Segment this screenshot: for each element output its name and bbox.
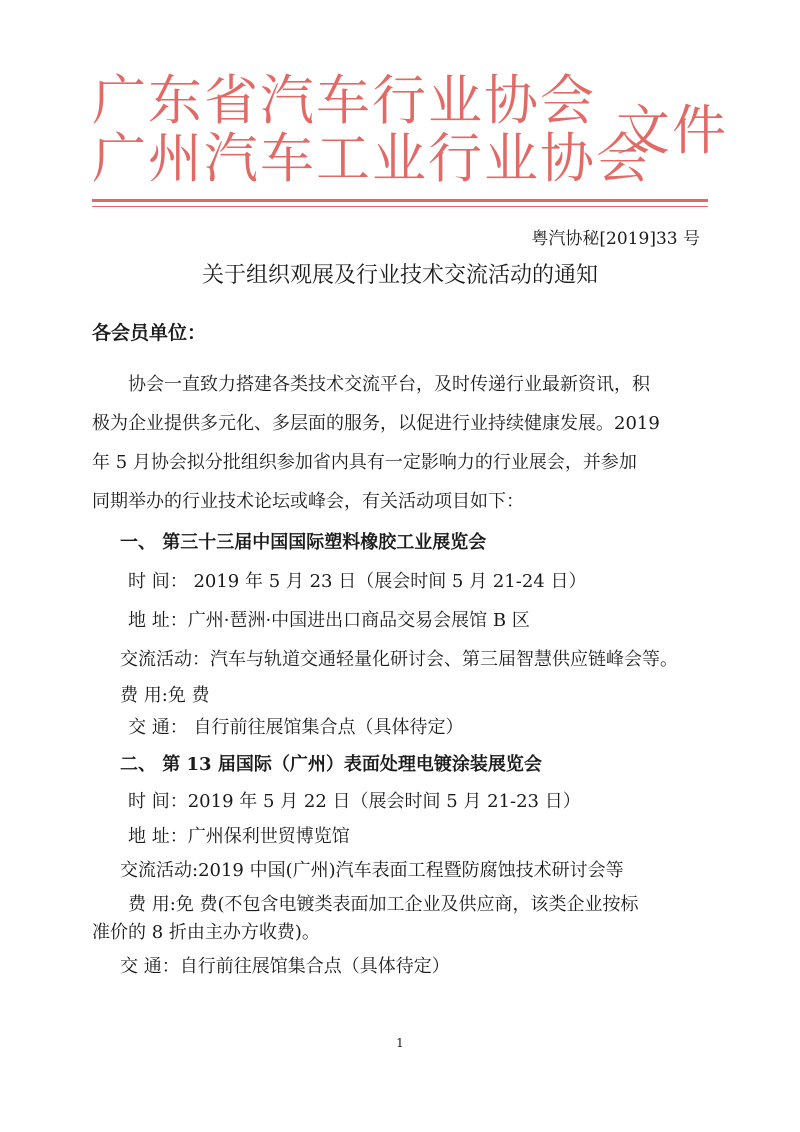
intro-line: 同期举办的行业技术论坛或峰会，有关活动项目如下： (92, 491, 524, 512)
section-1-time: 时 间： 2019 年 5 月 23 日（展会时间 5 月 21-24 日） (128, 571, 587, 592)
page-number: 1 (396, 1036, 404, 1050)
intro-line: 协会一直致力搭建各类技术交流平台，及时传递行业最新资讯，积 (128, 374, 650, 395)
section-1-heading: 一、 第三十三届中国国际塑料橡胶工业展览会 (120, 532, 487, 553)
section-2-fee-continued: 准价的 8 折由主办方收费)。 (92, 922, 320, 943)
intro-line: 极为企业提供多元化、多层面的服务，以促进行业持续健康发展。2019 (92, 413, 660, 434)
section-2-address: 地 址：广州保利世贸博览馆 (128, 826, 350, 847)
section-1-activity: 交流活动：汽车与轨道交通轻量化研讨会、第三届智慧供应链峰会等。 (120, 649, 678, 670)
section-2-fee: 费 用:免 费(不包含电镀类表面加工企业及供应商，该类企业按标 (128, 894, 639, 915)
section-2-activity: 交流活动:2019 中国(广州)汽车表面工程暨防腐蚀技术研讨会等 (120, 860, 624, 881)
section-1-transport: 交 通： 自行前往展馆集合点（具体待定） (128, 717, 464, 738)
letterhead-suffix: 文件 (616, 99, 728, 162)
letterhead-rule-thick (92, 199, 708, 202)
letterhead-rule-thin (92, 206, 708, 207)
document-number: 粤汽协秘[2019]33 号 (531, 229, 700, 249)
letterhead-org-2: 广州汽车工业行业协会 (92, 127, 652, 190)
section-1-fee: 费 用:免 费 (120, 685, 210, 706)
letterhead-org-1: 广东省汽车行业协会 (92, 69, 596, 132)
section-2-heading: 二、 第 13 届国际（广州）表面处理电镀涂装展览会 (120, 754, 542, 775)
section-2-transport: 交 通：自行前往展馆集合点（具体待定） (120, 956, 450, 977)
document-title: 关于组织观展及行业技术交流活动的通知 (201, 263, 598, 288)
addressee: 各会员单位： (92, 322, 207, 344)
section-2-time: 时 间：2019 年 5 月 22 日（展会时间 5 月 21-23 日） (128, 791, 581, 812)
section-1-address: 地 址：广州·琶洲·中国进出口商品交易会展馆 B 区 (128, 610, 530, 631)
intro-line: 年 5 月协会拟分批组织参加省内具有一定影响力的行业展会，并参加 (92, 452, 637, 473)
